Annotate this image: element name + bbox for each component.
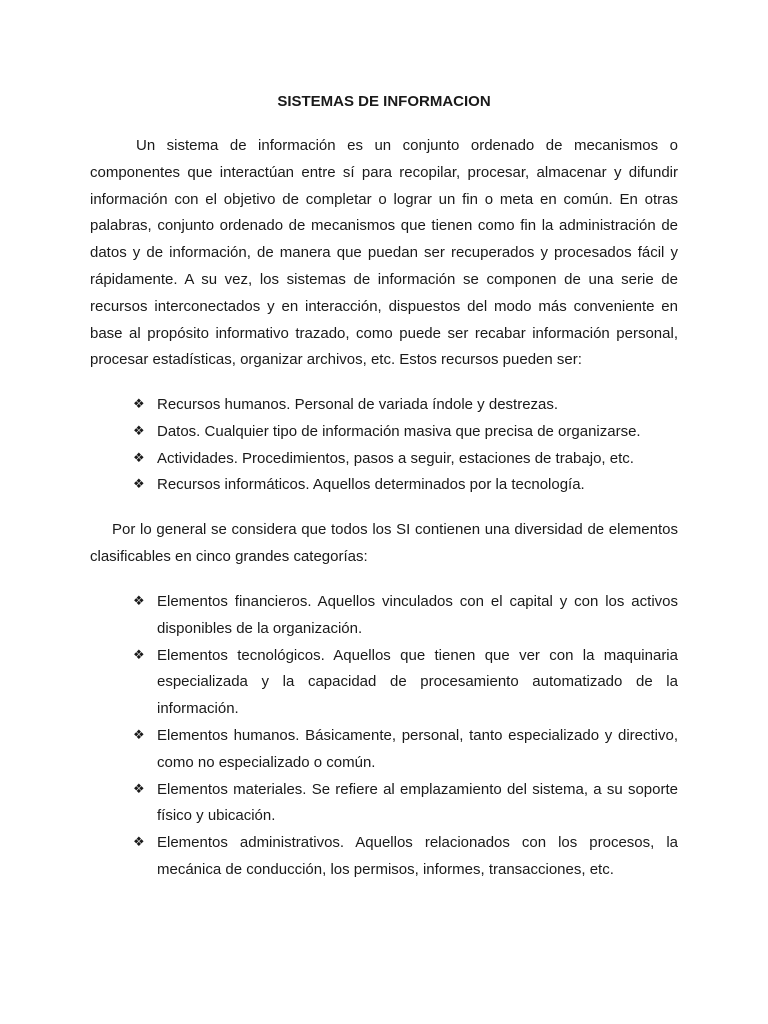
list-item	[133, 392, 678, 419]
categories-paragraph: Por lo general se considera que todos los SI contienen una diversidad de elementos clasificables en cinco grandes categorías:	[90, 521, 678, 565]
list-item-text: Actividades. Procedimientos, pasos a seguir, estaciones de trabajo, etc.	[157, 449, 634, 467]
diamond-bullet-icon: ❖	[133, 647, 145, 663]
list-item	[133, 589, 678, 643]
list-item	[133, 777, 678, 831]
diamond-bullet-icon: ❖	[133, 594, 145, 609]
diamond-bullet-icon: ❖	[133, 835, 145, 851]
diamond-bullet-icon: ❖	[133, 477, 145, 493]
diamond-bullet-icon: ❖	[133, 727, 145, 743]
diamond-bullet-icon: ❖	[133, 397, 145, 412]
elements-list	[133, 589, 678, 884]
intro-paragraph: Un sistema de información es un conjunto ordenado de mecanismos o componentes que interactúan entre sí para recopilar, procesar, almacenar y difundir información con el objetivo de completar o lograr un fin o meta en común. En otras palabras, conjunto ordenado de mecanismos que tienen como fin la administración de datos y de información, de manera que puedan ser recuperados y procesados fácil y rápidamente. A su vez, los sistemas de información se componen de una serie de recursos interconectados y en interacción, dispuestos del modo más conveniente en base al propósito informativo trazado, como puede ser recabar información personal, procesar estadísticas, organizar archivos, etc. Estos recursos pueden ser:	[90, 137, 678, 369]
diamond-bullet-icon: ❖	[133, 450, 145, 466]
diamond-bullet-icon: ❖	[133, 781, 145, 797]
list-item	[133, 472, 678, 499]
list-item	[133, 446, 678, 473]
document-title: SISTEMAS DE INFORMACION	[277, 93, 491, 110]
list-item-text: Elementos tecnológicos. Aquellos que tienen que ver con la maquinaria especializada y la capacidad de procesamiento automatizado de la información.	[157, 646, 678, 718]
list-item-text: Elementos administrativos. Aquellos relacionados con los procesos, la mecánica de conducción, los permisos, informes, transacciones, etc.	[157, 834, 678, 878]
list-item-text: Recursos informáticos. Aquellos determinados por la tecnología.	[157, 476, 585, 494]
list-item	[133, 419, 678, 446]
list-item	[133, 723, 678, 777]
list-item-text: Elementos materiales. Se refiere al emplazamiento del sistema, a su soporte físico y ubicación.	[157, 780, 678, 825]
list-item-text: Datos. Cualquier tipo de información masiva que precisa de organizarse.	[157, 422, 641, 440]
list-item	[133, 643, 678, 723]
resources-list	[133, 392, 678, 499]
list-item	[133, 830, 678, 884]
list-item-text: Elementos financieros. Aquellos vinculados con el capital y con los activos disponibles de la organización.	[157, 593, 678, 637]
list-item-text: Recursos humanos. Personal de variada índole y destrezas.	[157, 396, 559, 413]
diamond-bullet-icon: ❖	[133, 423, 145, 439]
list-item-text: Elementos humanos. Básicamente, personal, tanto especializado y directivo, como no especializado o común.	[157, 726, 678, 771]
